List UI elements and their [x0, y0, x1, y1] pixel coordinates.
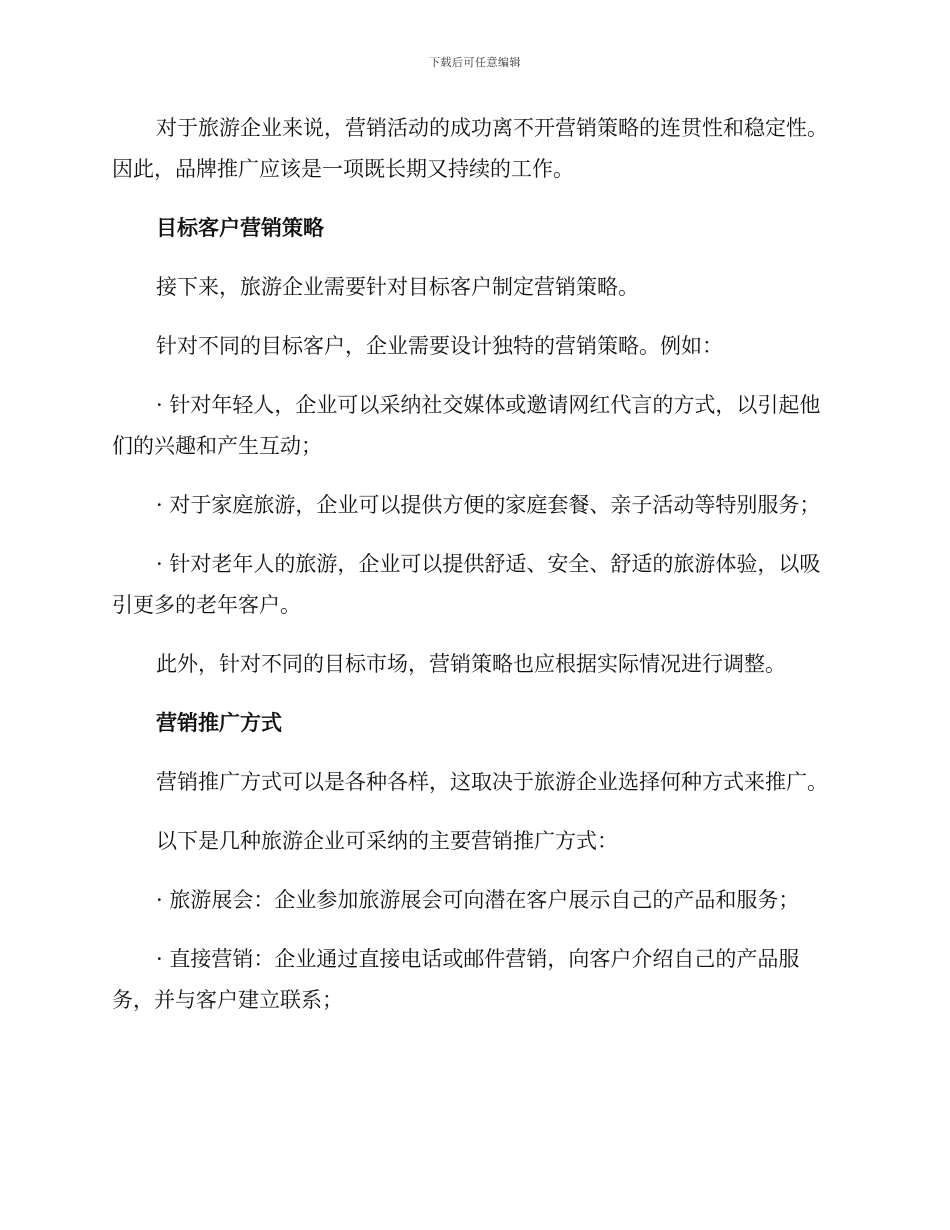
bullet-travel-expo: · 旅游展会：企业参加旅游展会可向潜在客户展示自己的产品和服务；: [156, 888, 800, 912]
bullet-elderly-travel: · 针对老年人的旅游，企业可以提供舒适、安全、舒适的旅游体验，以吸引更多的老年客户。: [112, 552, 821, 617]
bullet-family-travel: · 对于家庭旅游，企业可以提供方便的家庭套餐、亲子活动等特别服务；: [156, 493, 821, 517]
paragraph-market-adjustment: 此外，针对不同的目标市场，营销策略也应根据实际情况进行调整。: [156, 652, 786, 676]
paragraph-target-intro: 接下来，旅游企业需要针对目标客户制定营销策略。: [156, 275, 639, 299]
paragraph-promotion-list-intro: 以下是几种旅游企业可采纳的主要营销推广方式：: [156, 829, 618, 853]
bullet-young-people: · 针对年轻人，企业可以采纳社交媒体或邀请网红代言的方式，以引起他们的兴趣和产生互动；: [112, 393, 821, 458]
bullet-direct-marketing: · 直接营销：企业通过直接电话或邮件营销，向客户介绍自己的产品服务，并与客户建立联系；: [112, 947, 800, 1012]
paragraph-promotion-variety: 营销推广方式可以是各种各样，这取决于旅游企业选择何种方式来推广。: [156, 770, 828, 794]
document-body: [112, 108, 828, 1039]
heading-target-customer-strategy: 目标客户营销策略: [156, 216, 324, 240]
heading-promotion-methods: 营销推广方式: [156, 711, 282, 735]
page-header: 下载后可任意编辑: [429, 56, 521, 69]
paragraph-brand-consistency: 对于旅游企业来说，营销活动的成功离不开营销策略的连贯性和稳定性。因此，品牌推广应该是一项既长期又持续的工作。: [112, 116, 828, 181]
paragraph-examples-intro: 针对不同的目标客户，企业需要设计独特的营销策略。例如：: [156, 334, 723, 358]
